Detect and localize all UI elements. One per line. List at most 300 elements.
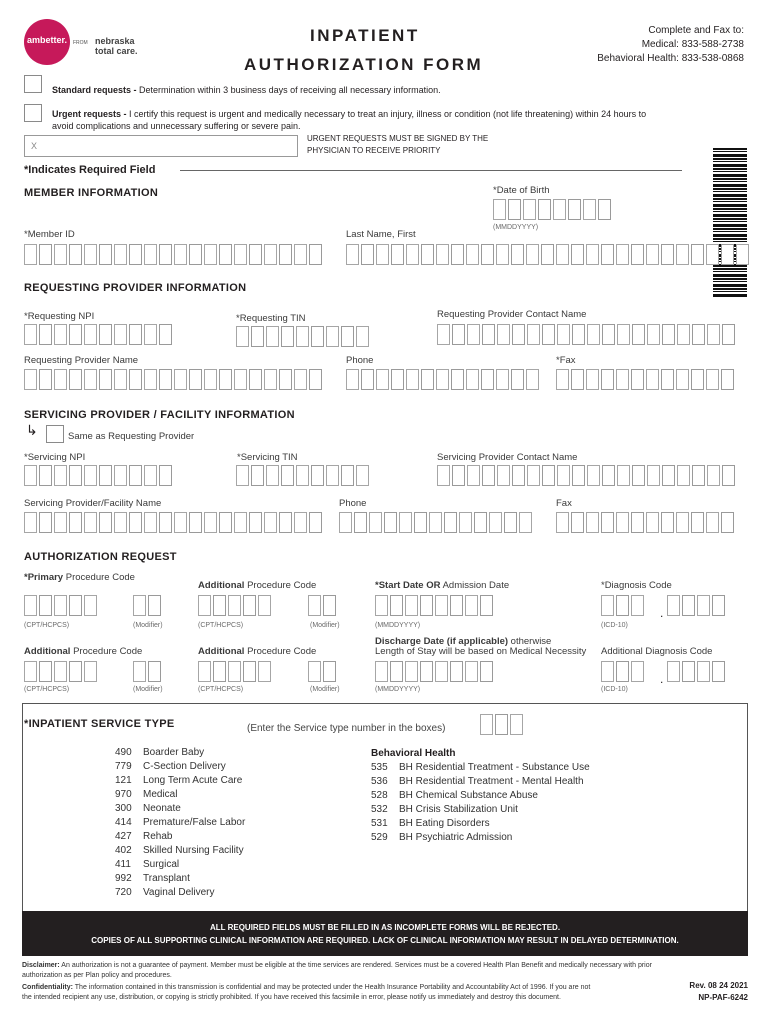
char-box[interactable] (495, 714, 508, 735)
char-box[interactable] (54, 661, 67, 682)
char-box[interactable] (452, 465, 465, 486)
char-box[interactable] (406, 369, 419, 390)
char-box[interactable] (39, 512, 52, 533)
char-box[interactable] (264, 512, 277, 533)
char-box[interactable] (354, 512, 367, 533)
char-box[interactable] (712, 595, 725, 616)
char-box[interactable] (309, 512, 322, 533)
char-box[interactable] (601, 369, 614, 390)
char-box[interactable] (129, 512, 142, 533)
char-box[interactable] (692, 465, 705, 486)
char-box[interactable] (159, 244, 172, 265)
char-box[interactable] (435, 595, 448, 616)
char-box[interactable] (376, 244, 389, 265)
char-box[interactable] (721, 512, 734, 533)
char-box[interactable] (391, 244, 404, 265)
char-box[interactable] (452, 324, 465, 345)
char-box[interactable] (616, 595, 629, 616)
char-box[interactable] (692, 324, 705, 345)
char-box[interactable] (616, 244, 629, 265)
char-box[interactable] (264, 369, 277, 390)
char-box[interactable] (706, 369, 719, 390)
char-box[interactable] (571, 512, 584, 533)
char-box[interactable] (677, 465, 690, 486)
char-box[interactable] (572, 465, 585, 486)
char-box[interactable] (39, 244, 52, 265)
char-box[interactable] (281, 326, 294, 347)
char-box[interactable] (399, 512, 412, 533)
char-box[interactable] (493, 199, 506, 220)
dob-input[interactable] (493, 199, 611, 220)
additional-cpt-input-2[interactable] (24, 661, 97, 682)
char-box[interactable] (523, 199, 536, 220)
urgent-request-checkbox[interactable] (24, 104, 42, 122)
char-box[interactable] (114, 369, 127, 390)
additional-diagnosis-input[interactable] (601, 661, 644, 682)
char-box[interactable] (691, 512, 704, 533)
char-box[interactable] (84, 512, 97, 533)
char-box[interactable] (174, 369, 187, 390)
char-box[interactable] (99, 369, 112, 390)
char-box[interactable] (99, 324, 112, 345)
char-box[interactable] (236, 465, 249, 486)
additional-modifier-input-1[interactable] (308, 595, 336, 616)
char-box[interactable] (294, 244, 307, 265)
char-box[interactable] (204, 244, 217, 265)
char-box[interactable] (114, 465, 127, 486)
char-box[interactable] (219, 369, 232, 390)
char-box[interactable] (601, 661, 614, 682)
primary-modifier-input[interactable] (133, 595, 161, 616)
char-box[interactable] (676, 512, 689, 533)
physician-signature-field[interactable] (24, 135, 298, 157)
char-box[interactable] (279, 512, 292, 533)
char-box[interactable] (264, 244, 277, 265)
char-box[interactable] (556, 244, 569, 265)
char-box[interactable] (204, 369, 217, 390)
char-box[interactable] (308, 595, 321, 616)
char-box[interactable] (459, 512, 472, 533)
char-box[interactable] (99, 244, 112, 265)
standard-request-checkbox[interactable] (24, 75, 42, 93)
char-box[interactable] (736, 244, 749, 265)
char-box[interactable] (234, 512, 247, 533)
char-box[interactable] (526, 369, 539, 390)
char-box[interactable] (661, 369, 674, 390)
char-box[interactable] (361, 369, 374, 390)
char-box[interactable] (69, 369, 82, 390)
char-box[interactable] (84, 465, 97, 486)
char-box[interactable] (294, 512, 307, 533)
char-box[interactable] (511, 244, 524, 265)
char-box[interactable] (722, 324, 735, 345)
char-box[interactable] (24, 324, 37, 345)
additional-diagnosis-input-ext[interactable] (667, 661, 725, 682)
char-box[interactable] (375, 661, 388, 682)
char-box[interactable] (586, 512, 599, 533)
char-box[interactable] (133, 661, 146, 682)
char-box[interactable] (542, 465, 555, 486)
char-box[interactable] (667, 661, 680, 682)
servicing-name-input[interactable] (24, 512, 322, 533)
char-box[interactable] (527, 324, 540, 345)
char-box[interactable] (616, 512, 629, 533)
char-box[interactable] (647, 324, 660, 345)
char-box[interactable] (39, 369, 52, 390)
char-box[interactable] (204, 512, 217, 533)
same-as-requesting-checkbox[interactable] (46, 425, 64, 443)
requesting-tin-input[interactable] (236, 326, 369, 347)
char-box[interactable] (682, 661, 695, 682)
char-box[interactable] (384, 512, 397, 533)
char-box[interactable] (251, 326, 264, 347)
char-box[interactable] (511, 369, 524, 390)
char-box[interactable] (527, 465, 540, 486)
char-box[interactable] (542, 324, 555, 345)
discharge-date-input[interactable] (375, 661, 493, 682)
char-box[interactable] (437, 465, 450, 486)
char-box[interactable] (586, 244, 599, 265)
char-box[interactable] (451, 244, 464, 265)
char-box[interactable] (54, 512, 67, 533)
char-box[interactable] (482, 324, 495, 345)
char-box[interactable] (482, 465, 495, 486)
char-box[interactable] (69, 595, 82, 616)
char-box[interactable] (391, 369, 404, 390)
char-box[interactable] (553, 199, 566, 220)
char-box[interactable] (557, 324, 570, 345)
char-box[interactable] (556, 512, 569, 533)
char-box[interactable] (84, 369, 97, 390)
char-box[interactable] (526, 244, 539, 265)
servicing-contact-input[interactable] (437, 465, 735, 486)
char-box[interactable] (496, 369, 509, 390)
char-box[interactable] (721, 369, 734, 390)
char-box[interactable] (587, 465, 600, 486)
char-box[interactable] (236, 326, 249, 347)
char-box[interactable] (450, 661, 463, 682)
char-box[interactable] (129, 369, 142, 390)
char-box[interactable] (691, 369, 704, 390)
char-box[interactable] (617, 465, 630, 486)
char-box[interactable] (631, 512, 644, 533)
char-box[interactable] (219, 244, 232, 265)
char-box[interactable] (436, 244, 449, 265)
char-box[interactable] (436, 369, 449, 390)
char-box[interactable] (219, 512, 232, 533)
char-box[interactable] (69, 324, 82, 345)
char-box[interactable] (632, 465, 645, 486)
char-box[interactable] (467, 465, 480, 486)
char-box[interactable] (568, 199, 581, 220)
char-box[interactable] (39, 324, 52, 345)
char-box[interactable] (497, 465, 510, 486)
char-box[interactable] (69, 465, 82, 486)
char-box[interactable] (24, 595, 37, 616)
char-box[interactable] (133, 595, 146, 616)
char-box[interactable] (682, 595, 695, 616)
char-box[interactable] (144, 512, 157, 533)
char-box[interactable] (480, 661, 493, 682)
char-box[interactable] (571, 244, 584, 265)
char-box[interactable] (512, 324, 525, 345)
requesting-contact-input[interactable] (437, 324, 735, 345)
char-box[interactable] (279, 369, 292, 390)
char-box[interactable] (631, 661, 644, 682)
char-box[interactable] (480, 595, 493, 616)
char-box[interactable] (311, 326, 324, 347)
char-box[interactable] (356, 326, 369, 347)
char-box[interactable] (234, 369, 247, 390)
char-box[interactable] (159, 369, 172, 390)
char-box[interactable] (376, 369, 389, 390)
primary-cpt-input[interactable] (24, 595, 97, 616)
char-box[interactable] (249, 512, 262, 533)
char-box[interactable] (707, 465, 720, 486)
char-box[interactable] (266, 465, 279, 486)
char-box[interactable] (480, 714, 493, 735)
char-box[interactable] (508, 199, 521, 220)
char-box[interactable] (326, 326, 339, 347)
char-box[interactable] (24, 369, 37, 390)
char-box[interactable] (258, 595, 271, 616)
char-box[interactable] (296, 326, 309, 347)
char-box[interactable] (571, 369, 584, 390)
char-box[interactable] (243, 595, 256, 616)
char-box[interactable] (249, 244, 262, 265)
char-box[interactable] (662, 465, 675, 486)
char-box[interactable] (148, 595, 161, 616)
char-box[interactable] (159, 512, 172, 533)
char-box[interactable] (326, 465, 339, 486)
char-box[interactable] (84, 595, 97, 616)
char-box[interactable] (676, 369, 689, 390)
char-box[interactable] (323, 661, 336, 682)
char-box[interactable] (414, 512, 427, 533)
char-box[interactable] (646, 512, 659, 533)
char-box[interactable] (631, 244, 644, 265)
char-box[interactable] (406, 244, 419, 265)
char-box[interactable] (84, 661, 97, 682)
char-box[interactable] (556, 369, 569, 390)
char-box[interactable] (281, 465, 294, 486)
char-box[interactable] (213, 595, 226, 616)
char-box[interactable] (39, 465, 52, 486)
char-box[interactable] (24, 244, 37, 265)
char-box[interactable] (481, 369, 494, 390)
char-box[interactable] (198, 661, 211, 682)
char-box[interactable] (159, 465, 172, 486)
char-box[interactable] (601, 595, 614, 616)
char-box[interactable] (481, 244, 494, 265)
char-box[interactable] (361, 244, 374, 265)
char-box[interactable] (405, 661, 418, 682)
char-box[interactable] (587, 324, 600, 345)
char-box[interactable] (601, 244, 614, 265)
char-box[interactable] (129, 324, 142, 345)
char-box[interactable] (24, 661, 37, 682)
char-box[interactable] (144, 465, 157, 486)
char-box[interactable] (450, 595, 463, 616)
char-box[interactable] (54, 324, 67, 345)
char-box[interactable] (504, 512, 517, 533)
char-box[interactable] (54, 595, 67, 616)
char-box[interactable] (429, 512, 442, 533)
char-box[interactable] (251, 465, 264, 486)
char-box[interactable] (114, 512, 127, 533)
char-box[interactable] (421, 369, 434, 390)
char-box[interactable] (266, 326, 279, 347)
char-box[interactable] (213, 661, 226, 682)
char-box[interactable] (228, 661, 241, 682)
char-box[interactable] (309, 244, 322, 265)
char-box[interactable] (84, 324, 97, 345)
additional-modifier-input-3[interactable] (308, 661, 336, 682)
char-box[interactable] (258, 661, 271, 682)
char-box[interactable] (712, 661, 725, 682)
char-box[interactable] (390, 661, 403, 682)
char-box[interactable] (697, 661, 710, 682)
char-box[interactable] (198, 595, 211, 616)
char-box[interactable] (114, 324, 127, 345)
char-box[interactable] (631, 369, 644, 390)
char-box[interactable] (243, 661, 256, 682)
char-box[interactable] (707, 324, 720, 345)
requesting-name-input[interactable] (24, 369, 322, 390)
char-box[interactable] (144, 244, 157, 265)
char-box[interactable] (308, 661, 321, 682)
char-box[interactable] (435, 661, 448, 682)
char-box[interactable] (661, 244, 674, 265)
char-box[interactable] (144, 369, 157, 390)
char-box[interactable] (369, 512, 382, 533)
char-box[interactable] (466, 244, 479, 265)
char-box[interactable] (557, 465, 570, 486)
char-box[interactable] (602, 324, 615, 345)
service-type-input[interactable] (480, 714, 523, 735)
char-box[interactable] (421, 244, 434, 265)
char-box[interactable] (294, 369, 307, 390)
char-box[interactable] (467, 324, 480, 345)
additional-modifier-input-2[interactable] (133, 661, 161, 682)
char-box[interactable] (144, 324, 157, 345)
char-box[interactable] (706, 244, 719, 265)
char-box[interactable] (676, 244, 689, 265)
char-box[interactable] (677, 324, 690, 345)
char-box[interactable] (99, 512, 112, 533)
char-box[interactable] (24, 465, 37, 486)
char-box[interactable] (697, 595, 710, 616)
char-box[interactable] (84, 244, 97, 265)
char-box[interactable] (346, 244, 359, 265)
char-box[interactable] (572, 324, 585, 345)
diagnosis-code-input[interactable] (601, 595, 644, 616)
additional-cpt-input-3[interactable] (198, 661, 271, 682)
char-box[interactable] (583, 199, 596, 220)
char-box[interactable] (474, 512, 487, 533)
char-box[interactable] (174, 244, 187, 265)
char-box[interactable] (420, 661, 433, 682)
char-box[interactable] (54, 369, 67, 390)
char-box[interactable] (390, 595, 403, 616)
member-id-input[interactable] (24, 244, 322, 265)
servicing-tin-input[interactable] (236, 465, 369, 486)
start-date-input[interactable] (375, 595, 493, 616)
char-box[interactable] (662, 324, 675, 345)
char-box[interactable] (174, 512, 187, 533)
requesting-npi-input[interactable] (24, 324, 172, 345)
char-box[interactable] (249, 369, 262, 390)
char-box[interactable] (616, 661, 629, 682)
char-box[interactable] (598, 199, 611, 220)
char-box[interactable] (465, 595, 478, 616)
char-box[interactable] (346, 369, 359, 390)
char-box[interactable] (601, 512, 614, 533)
char-box[interactable] (279, 244, 292, 265)
member-name-input[interactable] (346, 244, 749, 265)
additional-cpt-input-1[interactable] (198, 595, 271, 616)
char-box[interactable] (512, 465, 525, 486)
char-box[interactable] (323, 595, 336, 616)
char-box[interactable] (646, 244, 659, 265)
char-box[interactable] (466, 369, 479, 390)
char-box[interactable] (339, 512, 352, 533)
char-box[interactable] (646, 369, 659, 390)
char-box[interactable] (189, 369, 202, 390)
char-box[interactable] (341, 465, 354, 486)
requesting-fax-input[interactable] (556, 369, 734, 390)
char-box[interactable] (541, 244, 554, 265)
char-box[interactable] (189, 244, 202, 265)
char-box[interactable] (632, 324, 645, 345)
char-box[interactable] (129, 244, 142, 265)
char-box[interactable] (54, 244, 67, 265)
char-box[interactable] (24, 512, 37, 533)
char-box[interactable] (311, 465, 324, 486)
char-box[interactable] (69, 661, 82, 682)
char-box[interactable] (234, 244, 247, 265)
char-box[interactable] (39, 595, 52, 616)
char-box[interactable] (497, 324, 510, 345)
char-box[interactable] (489, 512, 502, 533)
char-box[interactable] (631, 595, 644, 616)
char-box[interactable] (405, 595, 418, 616)
char-box[interactable] (341, 326, 354, 347)
char-box[interactable] (667, 595, 680, 616)
char-box[interactable] (496, 244, 509, 265)
char-box[interactable] (647, 465, 660, 486)
char-box[interactable] (99, 465, 112, 486)
char-box[interactable] (586, 369, 599, 390)
char-box[interactable] (148, 661, 161, 682)
char-box[interactable] (54, 465, 67, 486)
char-box[interactable] (519, 512, 532, 533)
char-box[interactable] (129, 465, 142, 486)
char-box[interactable] (356, 465, 369, 486)
char-box[interactable] (722, 465, 735, 486)
char-box[interactable] (375, 595, 388, 616)
char-box[interactable] (228, 595, 241, 616)
char-box[interactable] (691, 244, 704, 265)
char-box[interactable] (159, 324, 172, 345)
servicing-npi-input[interactable] (24, 465, 172, 486)
char-box[interactable] (538, 199, 551, 220)
char-box[interactable] (39, 661, 52, 682)
char-box[interactable] (69, 244, 82, 265)
requesting-phone-input[interactable] (346, 369, 539, 390)
char-box[interactable] (69, 512, 82, 533)
char-box[interactable] (721, 244, 734, 265)
